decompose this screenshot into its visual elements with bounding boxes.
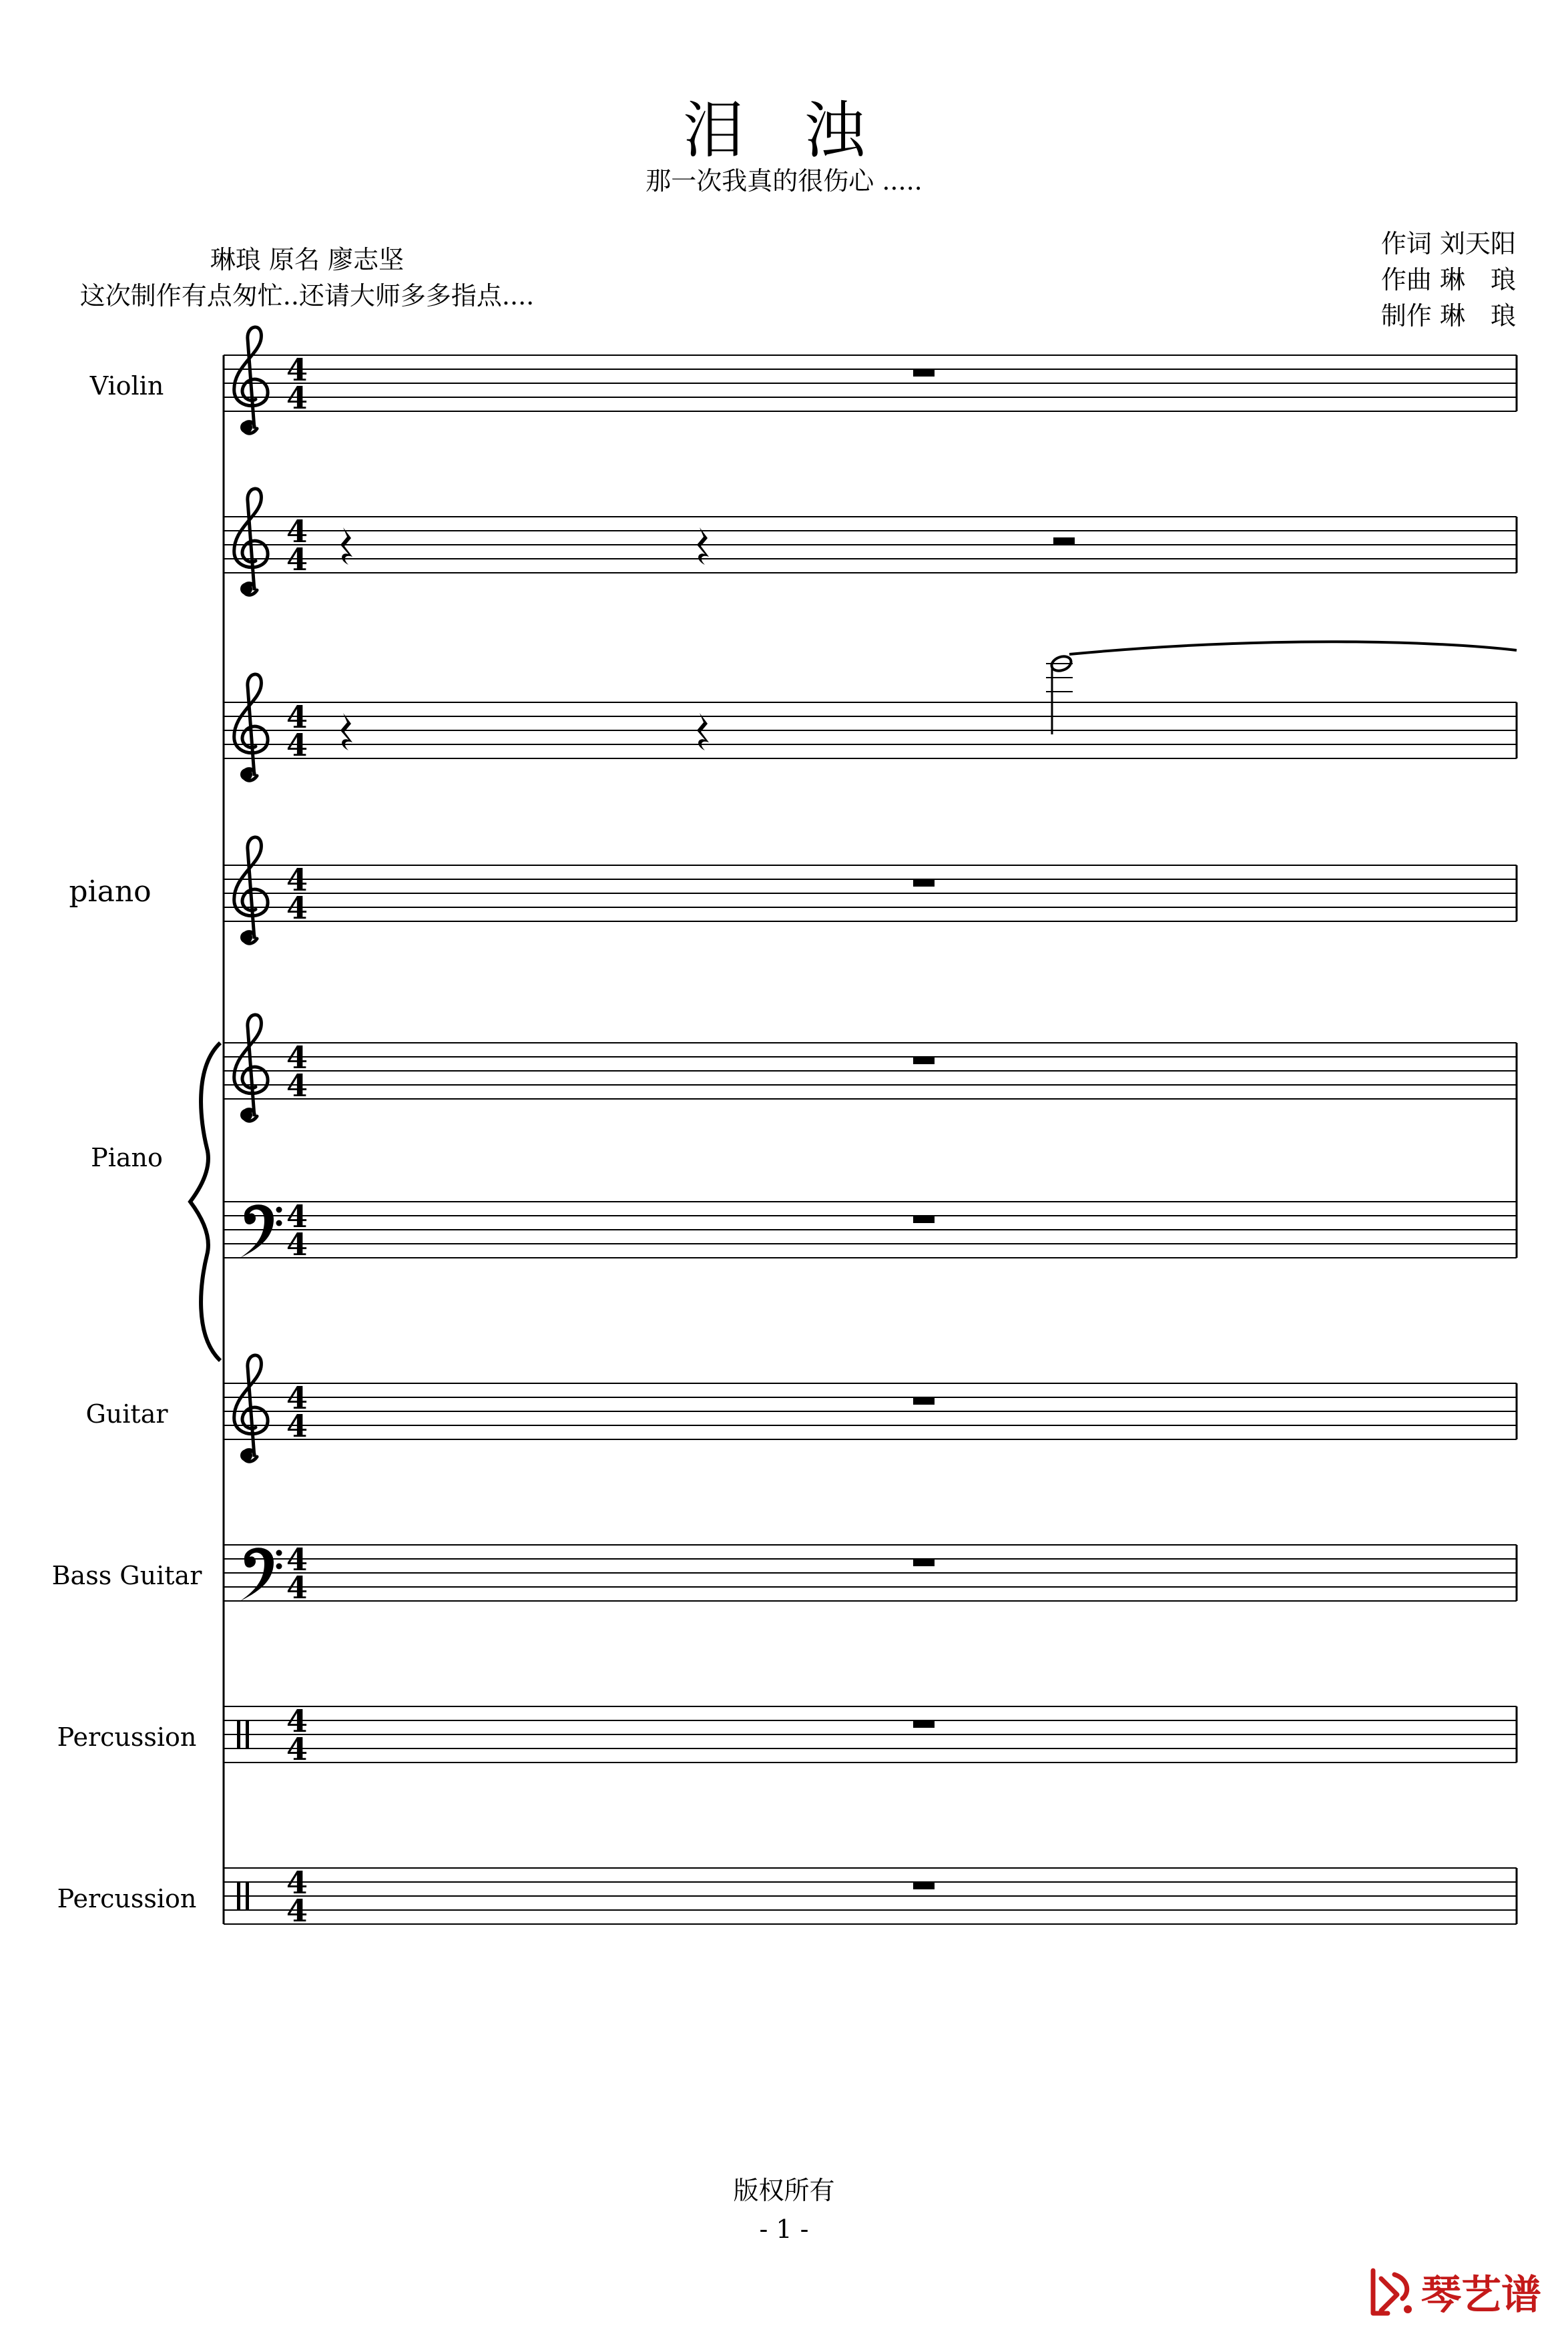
bass-clef-icon xyxy=(240,1548,282,1601)
staff-grand-piano-treble xyxy=(224,1015,1517,1121)
time-sig-numerator: 4 xyxy=(286,699,308,735)
time-sig-denominator: 4 xyxy=(286,890,308,926)
instrument-label-percussion: Percussion xyxy=(57,1884,197,1913)
staff-violin-3 xyxy=(224,642,1517,780)
logo-text: 琴艺谱 xyxy=(1421,2272,1541,2319)
score-title: 泪 浊 xyxy=(682,95,886,166)
credit-producer: 制作 琳 琅 xyxy=(1380,301,1516,330)
whole-rest-icon xyxy=(913,1216,935,1223)
staff-grand-piano-bass xyxy=(224,1198,1517,1262)
treble-clef-icon xyxy=(234,1355,268,1461)
page-number: - 1 - xyxy=(759,2214,809,2244)
treble-clef-icon xyxy=(234,327,268,433)
staff-percussion-1 xyxy=(224,1703,1517,1767)
time-sig-denominator: 4 xyxy=(286,1068,308,1104)
staff-violin-2 xyxy=(224,489,1517,595)
time-sig-numerator: 4 xyxy=(286,1039,308,1076)
credit-lyricist: 作词 刘天阳 xyxy=(1380,229,1516,258)
treble-clef-icon xyxy=(234,1015,268,1121)
time-sig-denominator: 4 xyxy=(286,1731,308,1767)
time-sig-denominator: 4 xyxy=(286,1408,308,1444)
staff-bass-guitar xyxy=(224,1542,1517,1606)
arranger-note-line: 这次制作有点匆忙..还请大师多多指点.... xyxy=(79,281,535,310)
time-sig-numerator: 4 xyxy=(286,513,308,549)
time-sig-denominator: 4 xyxy=(286,1226,308,1262)
time-sig-numerator: 4 xyxy=(286,1542,308,1578)
time-sig-numerator: 4 xyxy=(286,352,308,388)
time-sig-denominator: 4 xyxy=(286,1570,308,1606)
time-sig-denominator: 4 xyxy=(286,380,308,416)
site-logo xyxy=(1368,2262,1541,2322)
logo-mark-icon xyxy=(1368,2265,1414,2319)
instrument-label-violin: Violin xyxy=(89,371,164,401)
grand-staff-brace xyxy=(190,1043,220,1361)
staff-guitar xyxy=(224,1355,1517,1461)
treble-clef-icon xyxy=(234,837,268,943)
time-sig-numerator: 4 xyxy=(286,862,308,898)
treble-clef-icon xyxy=(234,674,268,780)
bass-clef-icon xyxy=(240,1204,282,1258)
score-subtitle: 那一次我真的很伤心 ..... xyxy=(645,166,923,196)
time-sig-numerator: 4 xyxy=(286,1703,308,1739)
whole-rest-icon xyxy=(913,1057,935,1064)
time-sig-numerator: 4 xyxy=(286,1865,308,1901)
whole-rest-icon xyxy=(913,879,935,887)
instrument-label-bass-guitar: Bass Guitar xyxy=(51,1561,202,1590)
whole-rest-icon xyxy=(913,1882,935,1889)
credit-composer: 作曲 琳 琅 xyxy=(1380,265,1516,294)
time-sig-numerator: 4 xyxy=(286,1380,308,1416)
time-sig-denominator: 4 xyxy=(286,727,308,763)
time-sig-numerator: 4 xyxy=(286,1198,308,1234)
copyright-text: 版权所有 xyxy=(733,2176,835,2205)
tie-slur xyxy=(1069,642,1517,654)
instrument-label-guitar: Guitar xyxy=(85,1399,168,1429)
half-rest-icon xyxy=(1053,537,1075,545)
whole-rest-icon xyxy=(913,369,935,377)
whole-rest-icon xyxy=(913,1720,935,1728)
instrument-label-grand-piano: Piano xyxy=(91,1143,163,1172)
half-note xyxy=(1046,654,1073,734)
staff-percussion-2 xyxy=(224,1865,1517,1929)
whole-rest-icon xyxy=(913,1559,935,1566)
time-sig-denominator: 4 xyxy=(286,1893,308,1929)
instrument-label-piano: piano xyxy=(69,875,152,909)
instrument-label-percussion: Percussion xyxy=(57,1722,197,1752)
time-sig-denominator: 4 xyxy=(286,541,308,577)
staff-piano xyxy=(224,837,1517,943)
whole-rest-icon xyxy=(913,1397,935,1405)
staff-violin xyxy=(224,327,1517,433)
arranger-note-line: 琳琅 原名 廖志坚 xyxy=(210,245,405,274)
treble-clef-icon xyxy=(234,489,268,595)
